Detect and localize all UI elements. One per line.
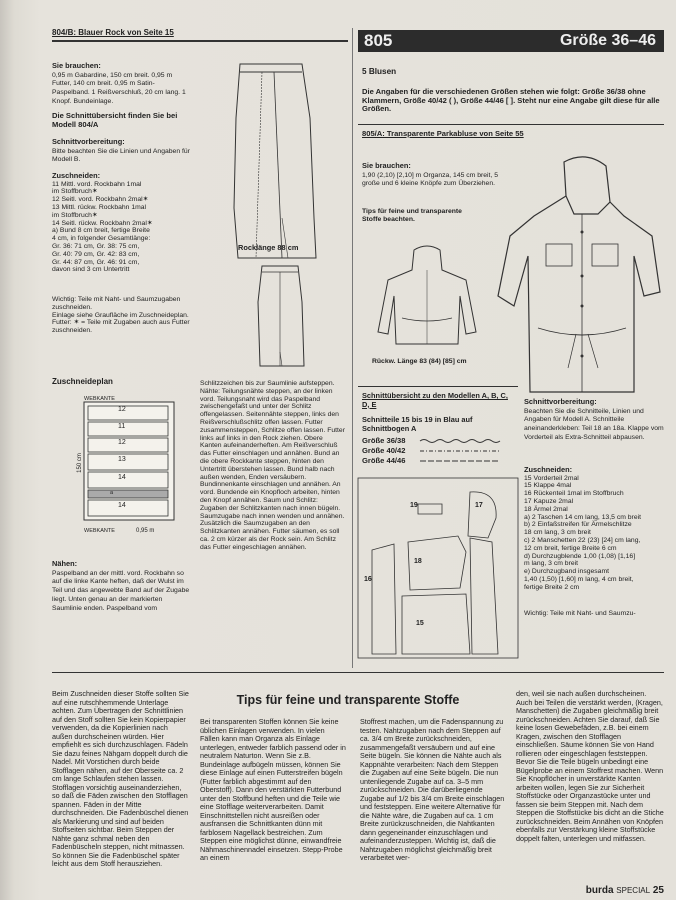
list-item: fertige Breite 2 cm: [524, 583, 580, 591]
diagram-label-19: 19: [410, 502, 418, 509]
right-schnittvorbereitung: Schnittvorbereitung: Beachten Sie die Schnitteile, Linien und Angaben für Modell A. Schnitteile aneinanderkleben: Teil 18 an 18a. Klappe vom Vorderteil als Extra-Schnitteil abpausen.: [524, 397, 664, 441]
plan-width: 150 cm: [76, 453, 83, 473]
size-range-bar: Größe 36–46: [406, 30, 664, 52]
plan-piece-3: 12: [118, 439, 126, 446]
model-title: 805/A: Transparente Parkabluse von Seite 55: [362, 129, 524, 138]
header-left-title: 804/B: Blauer Rock von Seite 15: [52, 28, 174, 37]
footer-page-number: 25: [652, 885, 664, 896]
tips-column-1: Beim Zuschneiden dieser Stoffe sollten Sie auf eine rutschhemmende Unterlage achten. Zum Übertragen der Schnittlinien auf den Stoff sollten Sie kein Kopierpapier verwenden, da die Kopierlinien nach außen durchscheinen würden. Hier empfiehlt es sich durchzuschlagen. Fädeln Sie dazu feines Nähgarn doppelt durch die Nadel. Mit Vorstichen durch beide Stofflagen nähen, auf der Oberseite ca. 2 cm lange Schlaufen stehen lassen. Stofflagen vorsichtig auseinanderziehen, so daß die Fäden zwischen den Stofflagen spannen. Fäden in der Mitte durchschneiden. Die Fadenbüschel dienen als Markierung und sind auf beiden Stoffseiten sichtbar. Beim Steppen der Nähte ganz schmal neben den Fadenbüscheln steppen, nicht mitnassen. So können Sie die Fadenbüschel später leicht aus dem Stoff herausziehen.: [52, 689, 189, 868]
blusen-heading: 5 Blusen: [362, 67, 397, 76]
size-40-42: Größe 40/42: [362, 446, 406, 455]
list-item: 12 Seitl. vord. Rockbahn 2mal✶: [52, 196, 149, 204]
list-item: m lang, 3 cm breit: [524, 560, 579, 568]
right-rule-1: [358, 124, 664, 125]
size-line-samples: [420, 438, 510, 468]
list-item: Gr. 36: 71 cm, Gr. 38: 75 cm,: [52, 242, 140, 250]
plan-length: 0,95 m: [136, 528, 155, 534]
plan-piece-4: 13: [118, 456, 126, 463]
schnittuebersicht-title: Schnittübersicht zu den Modellen A, B, C, D, E: [362, 391, 508, 409]
tips-column-2: Bei transparenten Stoffen können Sie keine üblichen Einlagen verwenden. In vielen Fällen kann man Organza als Einlage unterlegen, entweder farblich passend oder in neutralem Naturton. Wenn Sie z.B. Bundeinlage aufbügeln müssen, können Sie diese Einlage auf einen Futterstreifen bügeln (Futter farblich abgestimmt auf den Oberstoff). Dann den verstärkten Futterbund unter den Stoffbund heften und die Teile wie eine Stofflage weiterverarbeiten. Damit Einschnittstellen nicht ausreißen oder ausfransen die Schnittkanten dünn mit farblosem Nagellack bestreichen. Zum Steppen eine möglichst dünne, einwandfreie Nähmaschinennadel einsetzen. Stepp-Probe an einem: [200, 717, 346, 862]
right-zuschneiden: Zuschneiden: 15 Vorderteil 2mal 15 Klappe 4mal 16 Rückenteil 1mal im Stoffbruch 17 Kapuze 2mal 18 Ärmel 2mal a) 2 Taschen 14 cm lang, 13,5 cm breit b) 2 Einfaßstreifen für Ärmelschlitze 18 cm lang, 3 cm breit c) 2 Manschetten 22 (23) [24] cm lang, 12 cm breit, fertige Breite 6 cm d) Durchzugblende 1,00 (1,08) [1,16] m lang, 3 cm breit e) Durchzugband insgesamt 1,40 (1,50) [1,60] m lang, 4 cm breit, fertige Breite 2 cm: [524, 466, 666, 592]
list-item: 15 Vorderteil 2mal: [524, 474, 579, 482]
list-item: c) 2 Manschetten 22 (23) [24] cm lang,: [524, 536, 641, 544]
bottom-rule: [52, 672, 664, 673]
list-item: 13 Mittl. rückw. Rockbahn 1mal: [52, 203, 147, 211]
size-explanation: Die Angaben für die verschiedenen Größen stehen wie folgt: Größe 36/38 ohne Klammern, Größe 40/42 ( ), Größe 44/46 [ ]. Steht nur eine Angabe gilt diese für alle Größen.: [362, 87, 660, 114]
plan-piece-5: 14: [118, 474, 126, 481]
list-item: 1,40 (1,50) [1,60] m lang, 4 cm breit,: [524, 575, 634, 583]
parka-front-drawing: [494, 156, 664, 396]
right-wichtig: Wichtig: Teile mit Naht- und Saumzu-: [524, 610, 636, 617]
footer-special: SPECIAL: [616, 886, 651, 895]
list-item: 11 Mittl. vord. Rockbahn 1mal: [52, 180, 142, 188]
footer-brand: burda: [585, 885, 614, 896]
list-item: im Stoffbruch✶: [52, 211, 98, 219]
plan-piece-1: 12: [118, 406, 126, 413]
skirt-back-drawing: [254, 262, 314, 372]
left-wichtig: Wichtig: Teile mit Naht- und Saumzugaben zuschneiden. Einlage siehe Graufläche im Zuschneideplan. Futter: ✶ = Teile mit Zugaben auch aus Futter zuschneiden.: [52, 296, 190, 335]
naehen-section: Nähen: Paspelband an der mittl. vord. Rockbahn so auf die linke Kante heften, daß der Wulst im Teil und das angewebte Band auf der Zugabe liegt. Unten genau an der markierten Saumlinie enden. Paspelband vom: [52, 559, 190, 612]
left-materials: Sie brauchen: 0,95 m Gabardine, 150 cm breit. 0,95 m Futter, 140 cm breit. 0,95 m Satin-Paspelband. 1 Reißverschluß, 20 cm lang. 1 Knopf. Bundeinlage.: [52, 61, 186, 105]
naehen-continued: Schlitzzeichen bis zur Saumlinie aufsteppen. Nähte: Teilungsnähte steppen, an der linken vord. Teilungsnaht wird das Paspelband zwischengefaßt und unter der Schlitz offengelassen. Seitennähte steppen, links den Reißverschlußschlitz offen lassen. Futter zusammensteppen, Schlitze offen lassen. Futter links auf links in den Rock ziehen. Obere Kanten aufeinanderheften. Am Reißverschluß das Futter einschlagen und annähen. Bund an die obere Rockkante steppen, hinten den Untertritt überstehen lassen. Bund halb nach außen wenden, Enden versäubern. Bundinnenkante einschlagen und annähen. An vord. Bundende ein Knopfloch arbeiten, hinten den Knopf annähen. Saum und Schlitz: Zugaben der Schlitzkanten nach innen bügeln. Saumzugabe nach innen wenden und annähen. Zusätzlich die Saumzugaben an den Schlitzkanten annähen. Futter säumen, es soll ca. 2 cm kürzer als der Rock sein. Am Schlitz das Futter eingeschlagen annähen.: [200, 380, 345, 551]
list-item: 15 Klappe 4mal: [524, 482, 572, 490]
pattern-pieces-diagram: [358, 478, 518, 658]
list-item: 16 Rückenteil 1mal im Stoffbruch: [524, 490, 624, 498]
right-materials: Sie brauchen: 1,90 (2,10) [2,10] m Organza, 145 cm breit, 5 große und 6 kleine Knöpfe zum Überziehen.: [362, 161, 499, 188]
diagram-label-16: 16: [364, 576, 372, 583]
cutting-plan-diagram: [84, 402, 184, 526]
list-item: d) Durchzugblende 1,00 (1,08) [1,16]: [524, 552, 636, 560]
tips-column-3: Stoffrest machen, um die Fadenspannung zu testen. Nahtzugaben nach dem Steppen auf ca. 3/4 cm Breite zurückschneiden, zusammengefaßt versäubern und auf eine Seite bügeln. Sie können die Nähte auch als Kappnähte verarbeiten: Nach dem Steppen die Zugaben auf eine Seite bügeln. Die nun untenliegende Zugabe auf ca. 3–5 mm zurückschneiden. Die darüberliegende Zugabe auf 1/2 bis 3/4 cm Breite einschlagen und feststeppen. Eine weitere Alternative für die Nähte wäre, die Zugaben auf ca. 1 cm Breite zurückzuschneiden, die Nahtkanten dann gegeneinander einzuschlagen und aufeinanderzusteppen. Wichtig ist, daß die Nahtzugaben möglichst gleichmäßig breit verarbeitet wer-: [360, 717, 505, 862]
list-item: davon sind 3 cm Untertritt: [52, 266, 130, 274]
tips-reference: Tips für feine und transparente Stoffe beachten.: [362, 208, 462, 223]
size-36-38: Größe 36/38: [362, 436, 406, 445]
list-item: b) 2 Einfaßstreifen für Ärmelschlitze: [524, 521, 632, 529]
left-zuschneiden: Zuschneiden: 11 Mittl. vord. Rockbahn 1mal im Stoffbruch✶ 12 Seitl. vord. Rockbahn 2mal✶ 13 Mittl. rückw. Rockbahn 1mal im Stoffbruch✶ 14 Seitl. rückw. Rockbahn 2mal✶ a) Bund 8 cm breit, fertige Breite 4 cm, in folgender Gesamtlänge: Gr. 36: 71 cm, Gr. 38: 75 cm, Gr. 40: 79 cm, Gr. 42: 83 cm, Gr. 44: 87 cm, Gr. 46: 91 cm, davon sind 3 cm Untertritt: [52, 172, 192, 274]
diagram-label-18: 18: [414, 558, 422, 565]
list-item: 12 cm breit, fertige Breite 6 cm: [524, 544, 617, 552]
blouse-back-drawing: [372, 244, 482, 354]
skirt-length-label: Rocklänge 88 cm: [238, 243, 299, 252]
zuschneideplan-title: Zuschneideplan: [52, 377, 113, 386]
left-zuschneiden-list: [52, 181, 192, 275]
list-item: 17 Kapuze 2mal: [524, 497, 574, 505]
tips-title: Tips für feine und transparente Stoffe: [236, 693, 460, 707]
column-divider: [352, 28, 353, 668]
list-item: e) Durchzugband insgesamt: [524, 568, 610, 576]
plan-piece-6: a: [110, 490, 114, 496]
right-rule-2: [358, 386, 518, 387]
list-item: 4 cm, in folgender Gesamtlänge:: [52, 235, 151, 243]
page-footer: [586, 885, 664, 896]
plan-webkante-top: WEBKANTE: [84, 396, 115, 402]
list-item: 18 Ärmel 2mal: [524, 505, 568, 513]
plan-webkante-bottom: WEBKANTE: [84, 528, 115, 534]
list-item: 18 cm lang, 3 cm breit: [524, 529, 591, 537]
right-zuschneiden-list: [524, 475, 666, 592]
list-item: 14 Seitl. rückw. Rockbahn 2mal✶: [52, 219, 153, 227]
list-item: Gr. 44: 87 cm, Gr. 46: 91 cm,: [52, 258, 140, 266]
left-schnittvorbereitung: Schnittvorbereitung: Bitte beachten Sie die Linien und Angaben für Modell B.: [52, 137, 190, 164]
pattern-pieces-note: Schnitteile 15 bis 19 in Blau auf Schnittbogen A: [362, 415, 473, 433]
list-item: a) 2 Taschen 14 cm lang, 13,5 cm breit: [524, 513, 641, 521]
diagram-label-17: 17: [475, 502, 483, 509]
header-rule: [52, 40, 348, 42]
left-schnittuebersicht: Die Schnittübersicht finden Sie bei Modell 804/A: [52, 111, 178, 129]
list-item: a) Bund 8 cm breit, fertige Breite: [52, 227, 150, 235]
diagram-label-15: 15: [416, 620, 424, 627]
model-number-badge: 805: [358, 30, 412, 52]
list-item: Gr. 40: 79 cm, Gr. 42: 83 cm,: [52, 250, 140, 258]
size-44-46: Größe 44/46: [362, 456, 406, 465]
back-length: Rückw. Länge 83 (84) [85] cm: [372, 358, 467, 365]
tips-column-4: den, weil sie nach außen durchscheinen. Auch bei Teilen die verstärkt werden, (Kragen, Manschetten) die Zugaben gleichmäßig breit zurückschneiden. Achten Sie darauf, daß Sie keine losen Gewebefäden, z.B. bei einem Kragen, zwischen den Stofflagen einschließen. Säume können Sie von Hand rollieren oder eingeschlagen feststeppen. Bevor Sie die Teile bügeln unbedingt eine Bügelprobe an einem Stoffrest machen. Wenn Sie Knopflöcher in unverstärkte Kanten arbeiten wollen, legen Sie zur Sicherheit Stoffstücke oder Organzastücke unter und fassen sie beim Steppen mit. Nach dem Steppen die Stoffstücke bis dicht an die Stiche zurückschneiden. Beim Annähen von Knöpfen ebenfalls zur Verstärkung kleine Stoffstücke doppelt falten, unterlegen und mitfassen.: [516, 689, 664, 843]
plan-piece-2: 11: [118, 423, 126, 430]
list-item: im Stoffbruch✶: [52, 188, 98, 196]
plan-piece-7: 14: [118, 502, 126, 509]
